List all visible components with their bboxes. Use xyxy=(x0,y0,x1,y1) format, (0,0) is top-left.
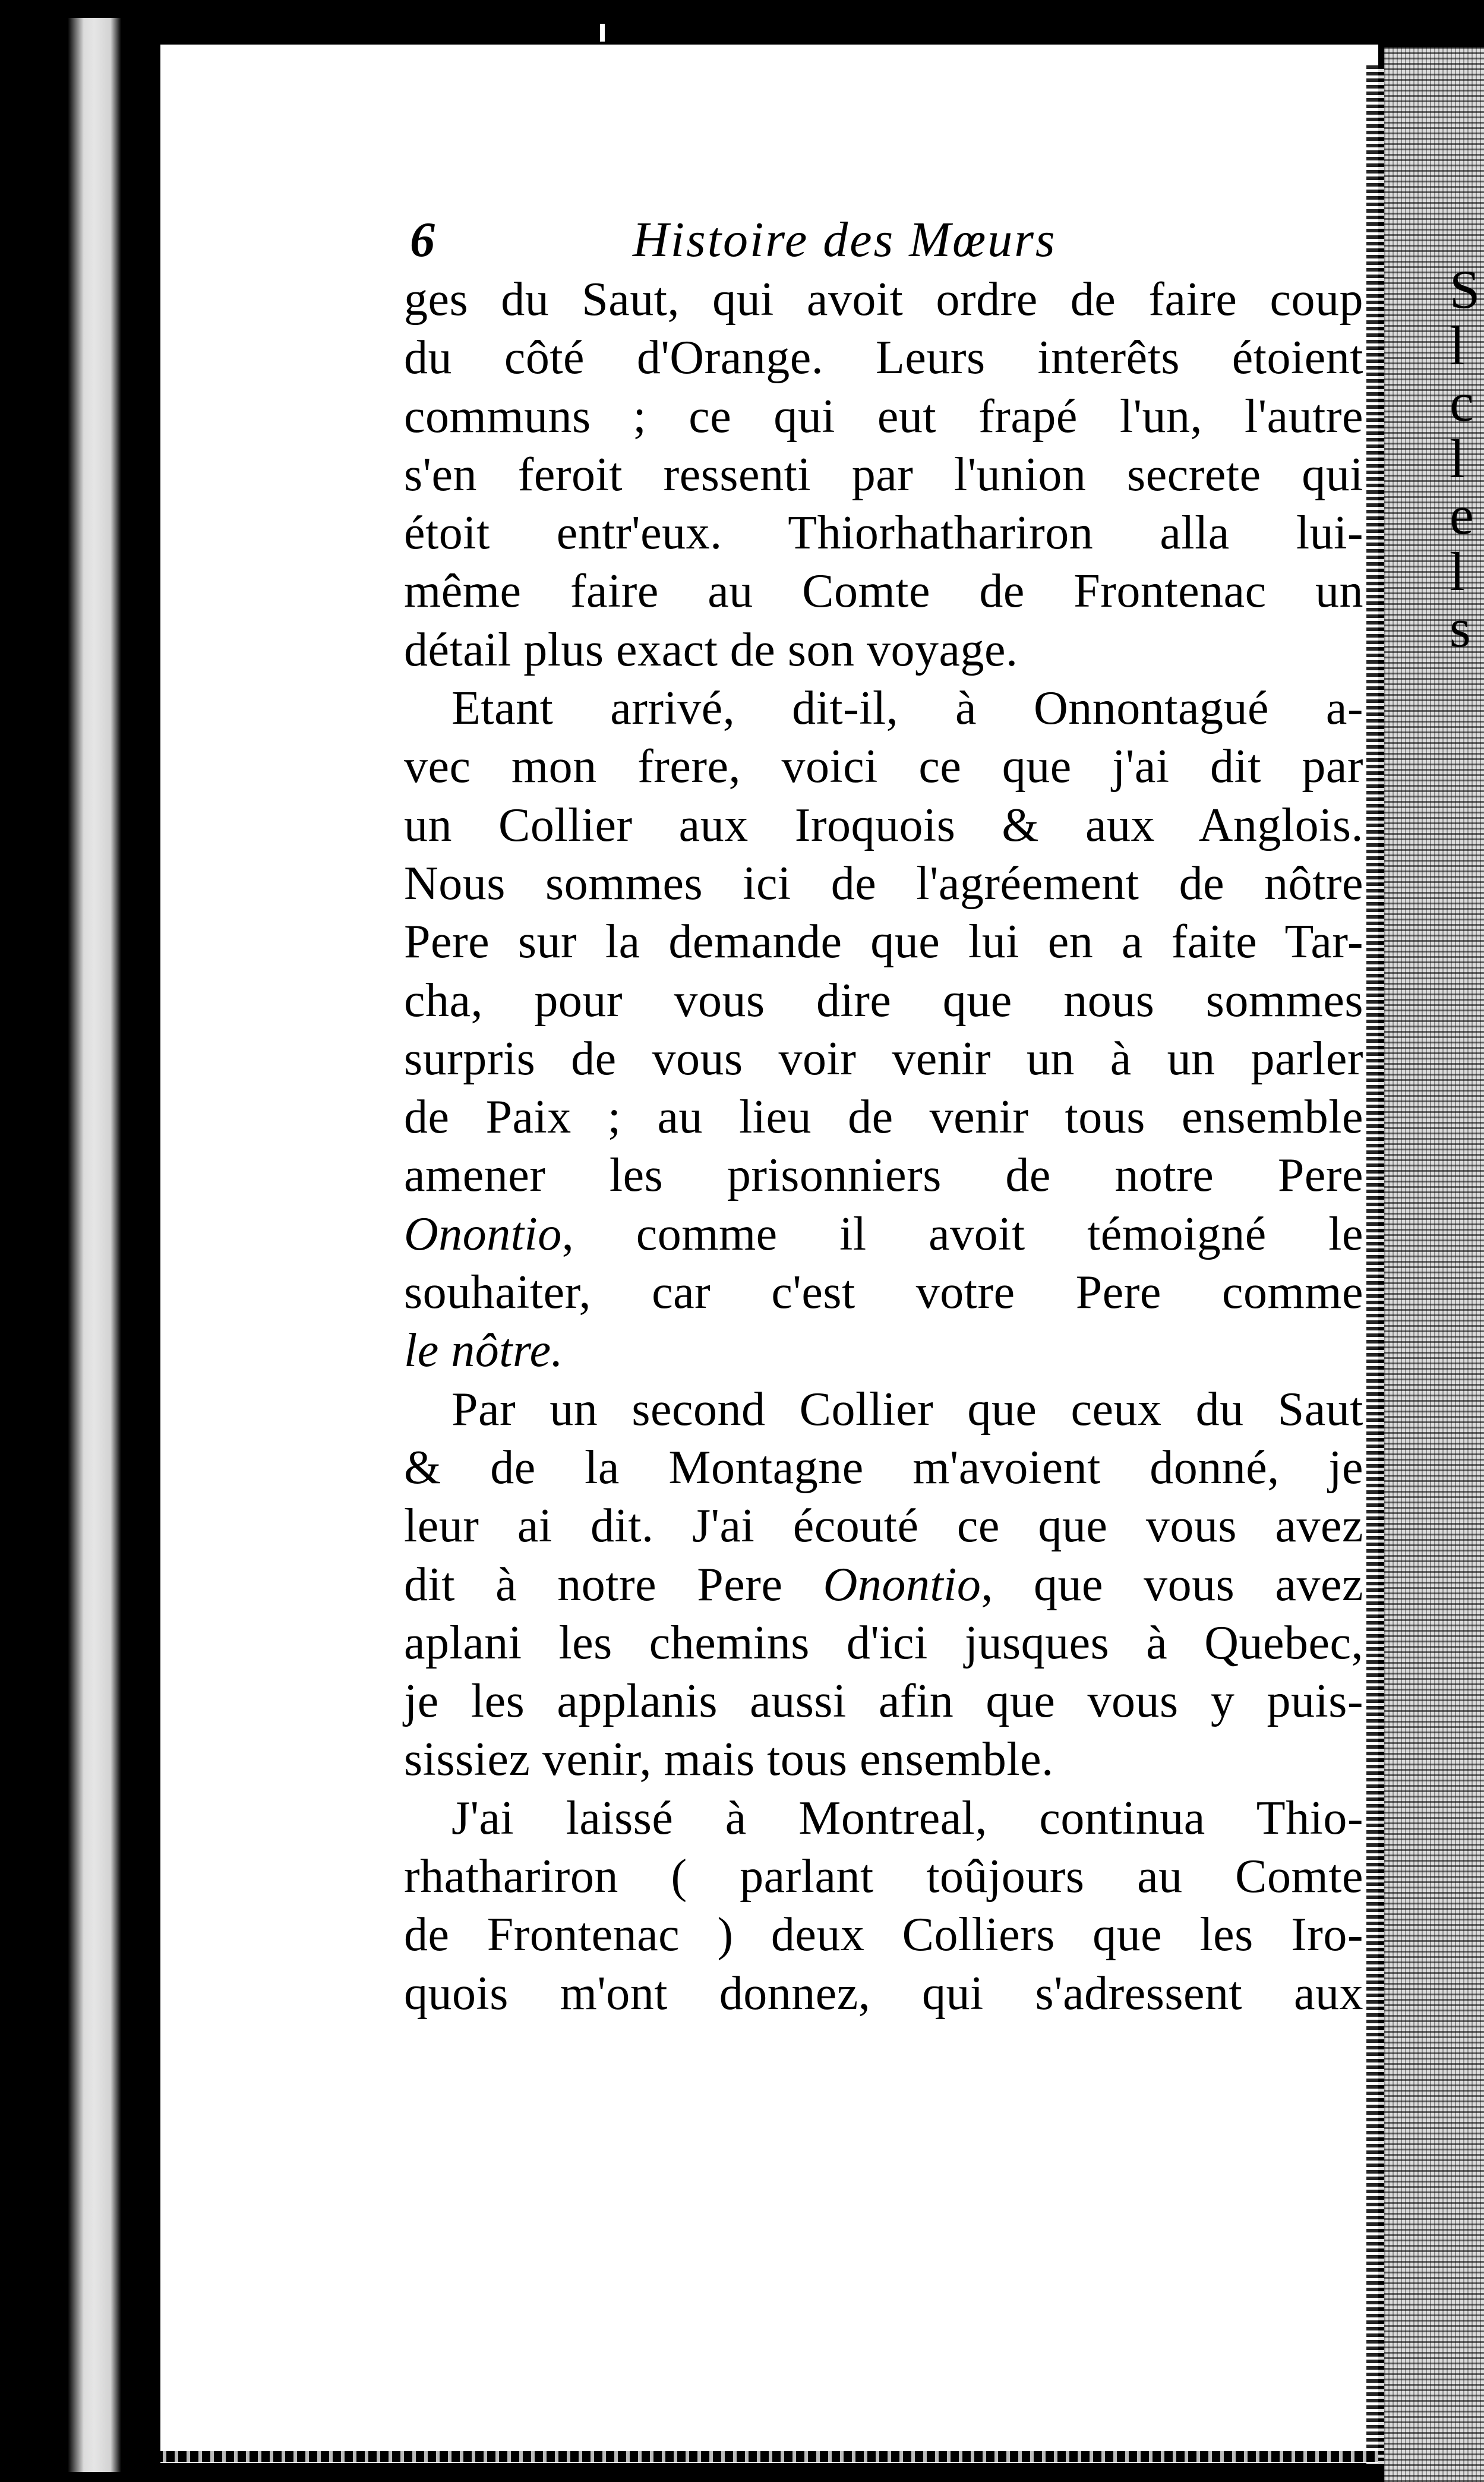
text-line: communs ; ce qui eut frapé l'un, l'autre xyxy=(404,390,1363,443)
text-line: aplani les chemins d'ici jusques à Quebec, xyxy=(404,1616,1363,1669)
text-segment: dit à notre Pere xyxy=(404,1558,823,1611)
next-page-letter: S xyxy=(1450,259,1480,320)
text-line: Nous sommes ici de l'agréement de nôtre xyxy=(404,857,1363,910)
text-line xyxy=(404,1556,1363,1614)
text-line: du côté d'Orange. Leurs interêts étoient xyxy=(404,332,1363,384)
next-page-letter: l xyxy=(1450,541,1465,602)
text-line: & de la Montagne m'avoient donné, je xyxy=(404,1441,1363,1494)
next-page-letter: e xyxy=(1450,485,1474,545)
italic-text: Onontio xyxy=(823,1558,981,1611)
text-line: souhaiter, car c'est votre Pere comme xyxy=(404,1266,1363,1319)
text-line: surpris de vous voir venir un à un parler xyxy=(404,1032,1363,1085)
next-page-letter: s xyxy=(1450,598,1471,658)
text-line xyxy=(404,1205,1363,1263)
text-line: ges du Saut, qui avoit ordre de faire coup xyxy=(404,273,1363,326)
text-line: détail plus exact de son voyage. xyxy=(404,623,1018,676)
text-line: de Frontenac ) deux Colliers que les Iro- xyxy=(404,1909,1363,1961)
text-segment: , que vous avez xyxy=(981,1558,1363,1611)
text-line: étoit entr'eux. Thiorhathariron alla lui- xyxy=(404,507,1363,560)
body-text xyxy=(404,270,1363,2023)
next-page-letter: c xyxy=(1450,372,1474,433)
next-page-letter: l xyxy=(1450,428,1465,489)
page-number: 6 xyxy=(410,212,435,267)
text-line: amener les prisonniers de notre Pere xyxy=(404,1149,1363,1202)
text-line: J'ai laissé à Montreal, continua Thio- xyxy=(451,1792,1363,1844)
binding-strip xyxy=(36,18,143,2472)
text-line: sissiez venir, mais tous ensemble. xyxy=(404,1733,1054,1786)
binding-line xyxy=(149,48,157,2472)
text-line: leur ai dit. J'ai écouté ce que vous avez xyxy=(404,1500,1363,1553)
page-bottom-edge xyxy=(154,2451,1378,2462)
top-mark xyxy=(600,24,605,42)
text-line: vec mon frere, voici ce que j'ai dit par xyxy=(404,740,1363,793)
text-line: même faire au Comte de Frontenac un xyxy=(404,565,1363,618)
text-line: Pere sur la demande que lui en a faite Tar- xyxy=(404,916,1363,969)
running-title: Histoire des Mœurs xyxy=(633,212,1057,267)
italic-text: Onontio xyxy=(404,1207,562,1260)
text-line: rhathariron ( parlant toûjours au Comte xyxy=(404,1850,1363,1903)
text-line: s'en feroit ressenti par l'union secrete qui xyxy=(404,448,1363,501)
text-segment: , comme il avoit témoigné le xyxy=(561,1207,1363,1260)
italic-text: le nôtre. xyxy=(404,1324,564,1377)
text-line: de Paix ; au lieu de venir tous ensemble xyxy=(404,1091,1363,1144)
text-line: Etant arrivé, dit-il, à Onnontagué a- xyxy=(451,682,1363,735)
text-line: quois m'ont donnez, qui s'adressent aux xyxy=(404,1967,1363,2020)
text-line: Par un second Collier que ceux du Saut xyxy=(451,1383,1363,1436)
text-line: je les applanis aussi afin que vous y puis- xyxy=(404,1675,1363,1728)
text-line xyxy=(404,1322,1363,1380)
next-page-letters xyxy=(1450,261,1484,657)
next-page-letter: l xyxy=(1450,316,1465,376)
text-line: un Collier aux Iroquois & aux Anglois. xyxy=(404,799,1363,851)
text-line: cha, pour vous dire que nous sommes xyxy=(404,974,1363,1027)
